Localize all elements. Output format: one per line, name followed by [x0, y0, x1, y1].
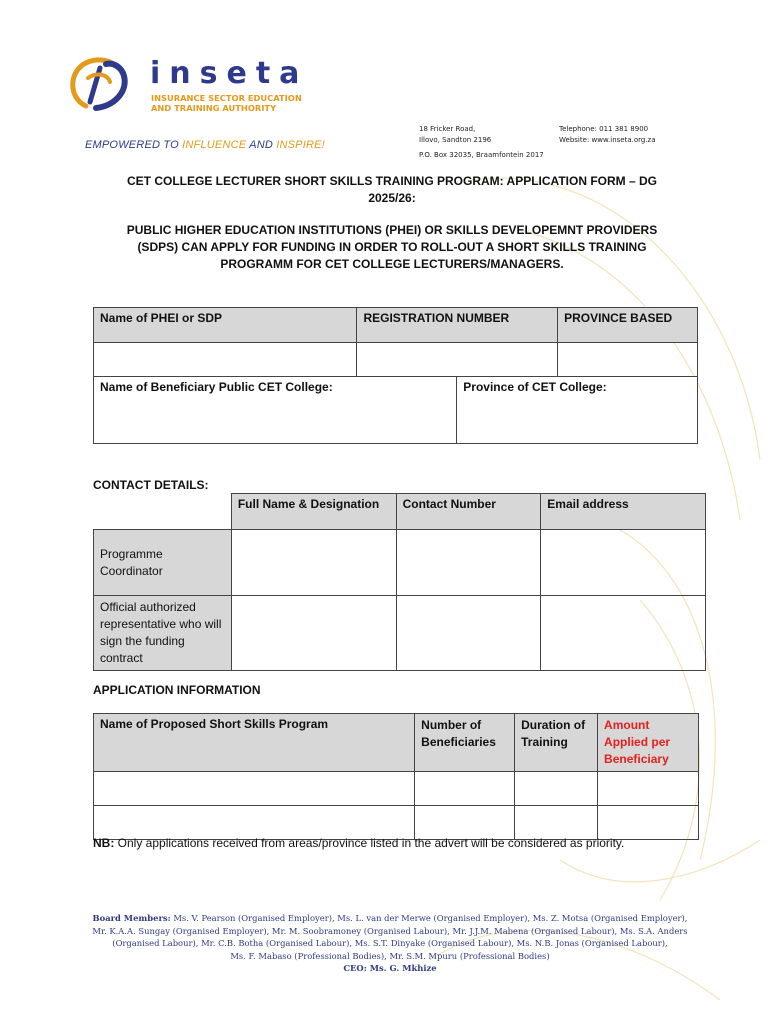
form-subtitle-line2: (SDPS) CAN APPLY FOR FUNDING IN ORDER TO ROLL-OUT A SHORT SKILLS TRAINING [137, 240, 647, 254]
nb-label: NB: [93, 836, 115, 850]
ceo-line: CEO: Ms. G. Mkhize [343, 963, 437, 973]
program-name-header: Name of Proposed Short Skills Program [94, 714, 415, 772]
application-info-label: APPLICATION INFORMATION [93, 683, 261, 697]
registration-number-input[interactable] [357, 343, 558, 377]
priority-note [93, 836, 624, 850]
duration-input[interactable] [515, 772, 598, 806]
inseta-logo-icon [66, 56, 134, 112]
programme-coordinator-label: Programme Coordinator [94, 530, 232, 596]
address-line3: P.O. Box 32035, Braamfontein 2017 [419, 151, 544, 159]
nb-text: Only applications received from areas/province listed in the advert will be considered as priority. [114, 836, 625, 850]
tagline-part2: INFLUENCE [182, 139, 247, 151]
contact-table [93, 493, 706, 671]
phei-name-header: Name of PHEI or SDP [94, 308, 357, 343]
form-title-line1: CET COLLEGE LECTURER SHORT SKILLS TRAINING PROGRAM: APPLICATION FORM – DG [127, 174, 657, 188]
representative-number-input[interactable] [396, 596, 541, 671]
board-line2: Mr. K.A.A. Sungay (Organised Employer), Mr. M. Soobramoney (Organised Labour), Mr. J.J.M. Mabena (Organised Labour), Ms. S.A. Anders [92, 925, 688, 936]
representative-email-input[interactable] [541, 596, 706, 671]
tagline-part1: EMPOWERED TO [85, 139, 179, 151]
board-line4: Ms. F. Mabaso (Professional Bodies), Mr. S.M. Mpuru (Professional Bodies) [230, 950, 550, 961]
board-line3: (Organised Labour), Mr. C.B. Botha (Organised Labour), Ms. S.T. Dinyake (Organised Labour), Ms. N.B. Jonas (Organised Labour), [112, 938, 668, 948]
duration-header: Duration of Training [515, 714, 598, 772]
tagline [85, 139, 325, 151]
amount-input[interactable] [598, 806, 699, 840]
provider-table [93, 307, 698, 444]
coordinator-name-input[interactable] [231, 530, 396, 596]
email-header: Email address [541, 494, 706, 530]
province-based-header: PROVINCE BASED [558, 308, 698, 343]
board-line1: Ms. V. Pearson (Organised Employer), Ms. L. van der Merwe (Organised Employer), Ms. Z. Motsa (Organised Employer), [170, 913, 688, 923]
tagline-part4: INSPIRE! [276, 139, 325, 151]
form-subtitle-line1: PUBLIC HIGHER EDUCATION INSTITUTIONS (PHEI) OR SKILLS DEVELOPEMNT PROVIDERS [126, 223, 658, 237]
amount-input[interactable] [598, 772, 699, 806]
footer-line1 [60, 912, 720, 925]
telephone: Telephone: 011 381 8900 [559, 125, 649, 133]
duration-input[interactable] [515, 806, 598, 840]
logo-subtitle [151, 93, 302, 113]
footer-board-members [60, 912, 720, 975]
logo-wordmark: inseta [150, 56, 309, 91]
tagline-part3: AND [249, 139, 273, 151]
form-title [92, 173, 692, 207]
province-college-field[interactable]: Province of CET College: [457, 377, 698, 444]
board-label: Board Members: [92, 913, 171, 923]
province-based-input[interactable] [558, 343, 698, 377]
application-table [93, 713, 699, 840]
contact-table-corner [94, 494, 232, 530]
logo-subtitle-line2: AND TRAINING AUTHORITY [151, 103, 277, 113]
amount-header: Amount Applied per Beneficiary [598, 714, 699, 772]
coordinator-number-input[interactable] [396, 530, 541, 596]
program-name-input[interactable] [94, 806, 415, 840]
form-title-line2: 2025/26: [368, 191, 416, 205]
website: Website: www.inseta.org.za [559, 136, 656, 144]
address-block [419, 124, 544, 161]
address-line2: Illovo, Sandton 2196 [419, 136, 492, 144]
contact-number-header: Contact Number [396, 494, 541, 530]
full-name-header: Full Name & Designation [231, 494, 396, 530]
beneficiaries-input[interactable] [415, 806, 515, 840]
logo-subtitle-line1: INSURANCE SECTOR EDUCATION [151, 93, 302, 103]
coordinator-email-input[interactable] [541, 530, 706, 596]
form-subtitle-line3: PROGRAMM FOR CET COLLEGE LECTURERS/MANAGERS. [220, 257, 564, 271]
contact-details-label: CONTACT DETAILS: [93, 478, 209, 492]
address-line1: 18 Fricker Road, [419, 125, 476, 133]
beneficiary-college-field[interactable]: Name of Beneficiary Public CET College: [94, 377, 457, 444]
program-name-input[interactable] [94, 772, 415, 806]
form-subtitle [92, 222, 692, 273]
beneficiaries-input[interactable] [415, 772, 515, 806]
representative-name-input[interactable] [231, 596, 396, 671]
authorized-representative-label: Official authorized representative who will sign the funding contract [94, 596, 232, 671]
registration-number-header: REGISTRATION NUMBER [357, 308, 558, 343]
phei-name-input[interactable] [94, 343, 357, 377]
contact-block [559, 124, 656, 146]
beneficiaries-header: Number of Beneficiaries [415, 714, 515, 772]
